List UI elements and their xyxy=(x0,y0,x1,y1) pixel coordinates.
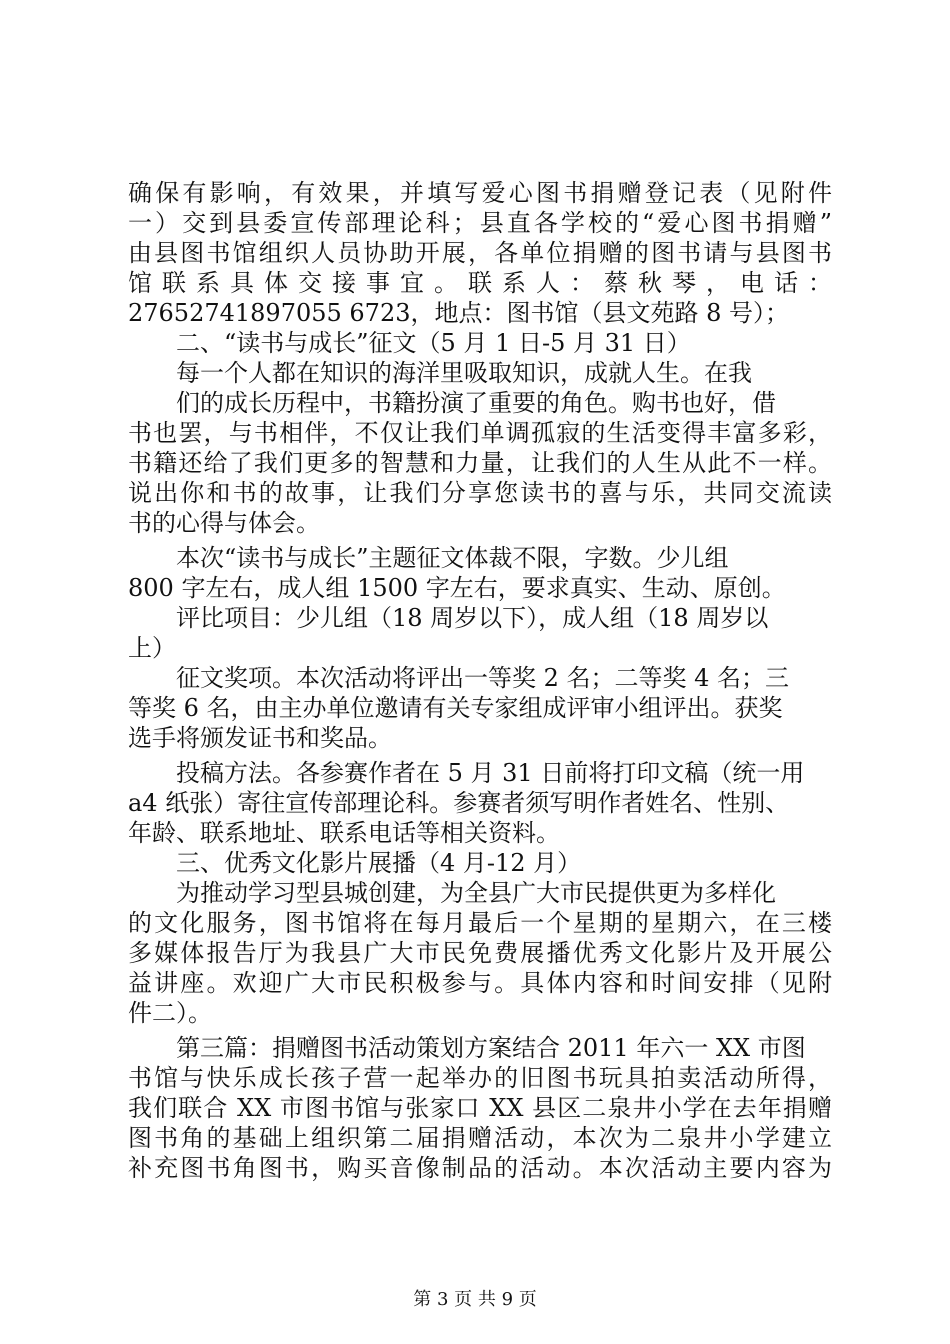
text-line: 说出你和书的故事，让我们分享您读书的喜与乐，共同交流读 xyxy=(128,479,832,507)
text-line: 件二）。 xyxy=(128,999,212,1027)
text-line: 们的成长历程中，书籍扮演了重要的角色。购书也好，借 xyxy=(128,389,776,417)
text-line: 投稿方法。各参赛作者在 5 月 31 日前将打印文稿（统一用 xyxy=(128,759,805,787)
text-line: 年龄、联系地址、联系电话等相关资料。 xyxy=(128,819,560,847)
text-line: 由县图书馆组织人员协助开展，各单位捐赠的图书请与县图书 xyxy=(128,239,832,267)
text-line: 书的心得与体会。 xyxy=(128,509,320,537)
section-heading: 二、“读书与成长”征文（5 月 1 日-5 月 31 日） xyxy=(128,329,691,357)
text-line: 图书角的基础上组织第二届捐赠活动，本次为二泉井小学建立 xyxy=(128,1124,832,1152)
text-line: a4 纸张）寄往宣传部理论科。参赛者须写明作者姓名、性别、 xyxy=(128,789,790,817)
section-heading: 三、优秀文化影片展播（4 月-12 月） xyxy=(128,849,582,877)
text-line: 等奖 6 名，由主办单位邀请有关专家组成评审小组评出。获奖 xyxy=(128,694,783,722)
text-line: 书也罢，与书相伴，不仅让我们单调孤寂的生活变得丰富多彩， xyxy=(128,419,832,447)
text-line: 益讲座。欢迎广大市民积极参与。具体内容和时间安排（见附 xyxy=(128,969,832,997)
text-line: 为推动学习型县城创建，为全县广大市民提供更为多样化 xyxy=(128,879,776,907)
text-line: 第三篇：捐赠图书活动策划方案结合 2011 年六一 XX 市图 xyxy=(128,1034,806,1062)
text-line: 上） xyxy=(128,634,176,662)
text-line: 多媒体报告厅为我县广大市民免费展播优秀文化影片及开展公 xyxy=(128,939,832,967)
text-line: 每一个人都在知识的海洋里吸取知识，成就人生。在我 xyxy=(128,359,752,387)
text-line: 补充图书角图书，购买音像制品的活动。本次活动主要内容为 xyxy=(128,1154,832,1182)
text-line: 征文奖项。本次活动将评出一等奖 2 名；二等奖 4 名；三 xyxy=(128,664,790,692)
text-line: 的文化服务，图书馆将在每月最后一个星期的星期六，在三楼 xyxy=(128,909,832,937)
text-line: 我们联合 XX 市图书馆与张家口 XX 县区二泉井小学在去年捐赠 xyxy=(128,1094,832,1122)
page-footer: 第 3 页 共 9 页 xyxy=(413,1289,537,1310)
text-line: 书馆与快乐成长孩子营一起举办的旧图书玩具拍卖活动所得， xyxy=(128,1064,832,1092)
text-line: 确保有影响，有效果，并填写爱心图书捐赠登记表（见附件 xyxy=(128,179,832,207)
text-line: 书籍还给了我们更多的智慧和力量，让我们的人生从此不一样。 xyxy=(128,449,832,477)
text-line: 馆联系具体交接事宜。联系人：蔡秋琴，电话： xyxy=(128,269,832,297)
text-line: 选手将颁发证书和奖品。 xyxy=(128,724,392,752)
text-line: 本次“读书与成长”主题征文体裁不限，字数。少儿组 xyxy=(128,544,729,572)
text-line: 一）交到县委宣传部理论科；县直各学校的“爱心图书捐赠” xyxy=(128,209,832,237)
text-line: 27652741897055 6723，地点：图书馆（县文苑路 8 号）； xyxy=(128,299,790,327)
text-line: 评比项目：少儿组（18 周岁以下），成人组（18 周岁以 xyxy=(128,604,769,632)
text-line: 800 字左右，成人组 1500 字左右，要求真实、生动、原创。 xyxy=(128,574,786,602)
